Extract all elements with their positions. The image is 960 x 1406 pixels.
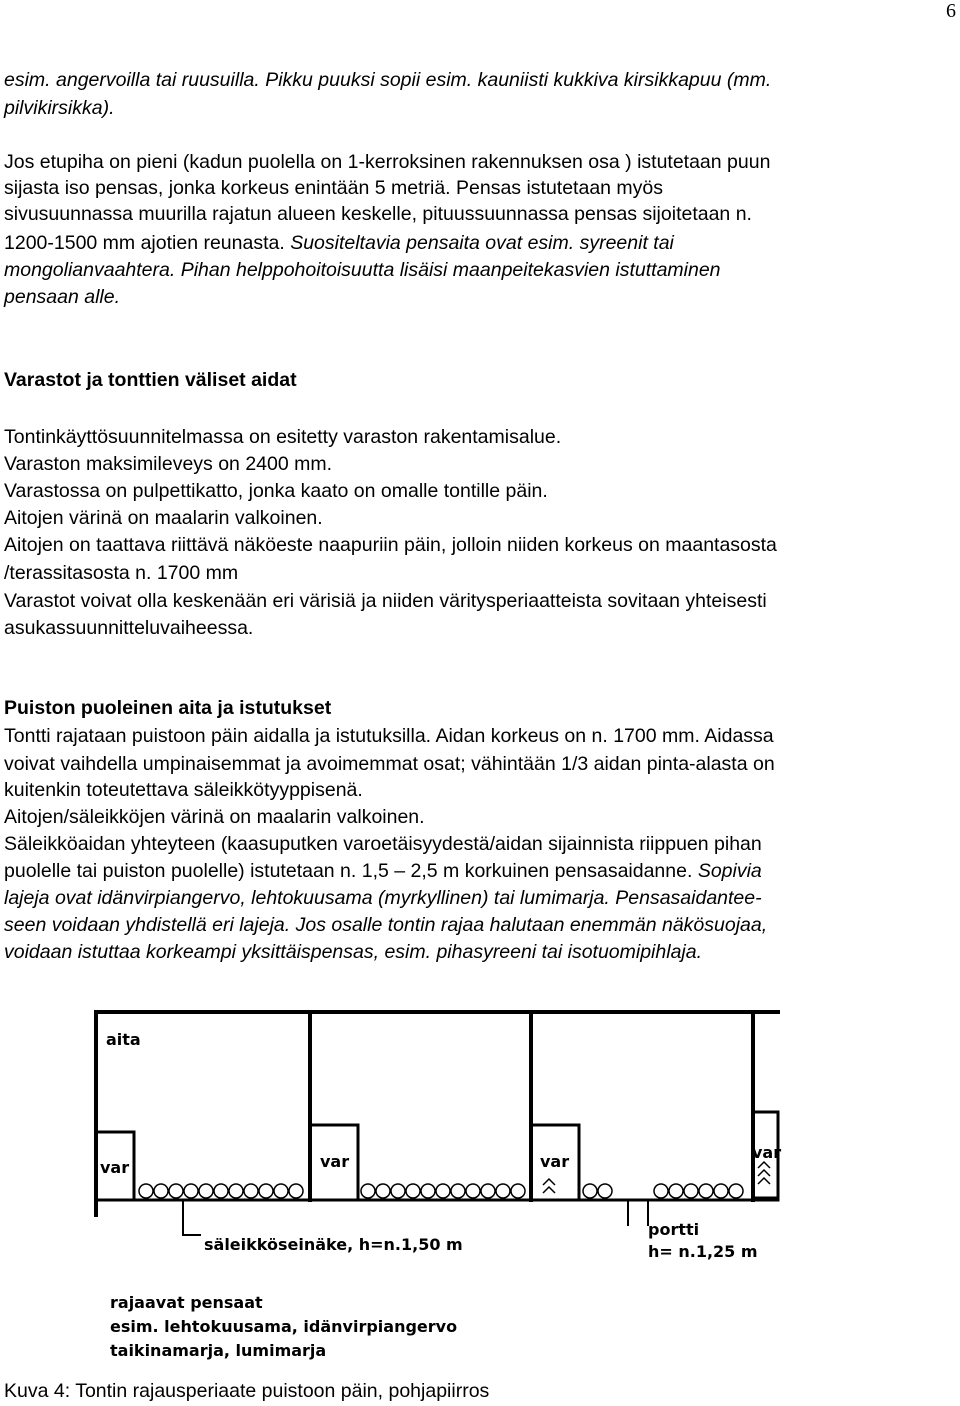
shrub-circle: [406, 1184, 420, 1198]
plan-lines: [96, 1012, 778, 1235]
storage-line: Tontinkäyttösuunnitelmassa on esitetty varaston rakentamisalue.: [4, 426, 562, 448]
park-line-8: seen voidaan yhdistellä eri lajeja. Jos osalle tontin rajaa halutaan enemmän näkösuojaa,: [4, 914, 768, 936]
front-yard-line-3: sivusuunnassa muurilla rajatun alueen keskelle, pituussuunnassa pensas sijoitetaan n.: [4, 203, 752, 225]
storage-line: Varastot voivat olla keskenään eri värisiä ja niiden väritysperiaatteista sovitaan yhteisesti: [4, 590, 767, 612]
park-line-4: Aitojen/säleikköjen värinä on maalarin valkoinen.: [4, 806, 425, 828]
shrub-circle: [139, 1184, 153, 1198]
shrub-circle: [229, 1184, 243, 1198]
shrub-circle: [669, 1184, 683, 1198]
storage-line: Aitojen värinä on maalarin valkoinen.: [4, 507, 323, 529]
storage-label: var: [320, 1152, 350, 1171]
figure-caption: Kuva 4: Tontin rajausperiaate puistoon päin, pohjapiirros: [4, 1380, 490, 1402]
shrub-circle: [699, 1184, 713, 1198]
shrub-circle: [274, 1184, 288, 1198]
storage-line: Aitojen on taattava riittävä näköeste naapuriin päin, jolloin niiden korkeus on maantasosta: [4, 534, 777, 556]
shrub-circle: [169, 1184, 183, 1198]
park-line-1: Tontti rajataan puistoon päin aidalla ja istutuksilla. Aidan korkeus on n. 1700 mm. Aidassa: [4, 725, 774, 747]
shrub-circle: [259, 1184, 273, 1198]
shrub-circle: [199, 1184, 213, 1198]
shrub-circle: [436, 1184, 450, 1198]
intro-line-1: esim. angervoilla tai ruusuilla. Pikku puuksi sopii esim. kauniisti kukkiva kirsikkapuu (mm.: [4, 69, 772, 91]
lattice-leader: [183, 1200, 200, 1235]
front-yard-line-6: pensaan alle.: [4, 286, 121, 308]
park-line-6b: Sopivia: [697, 860, 762, 882]
park-line-2: voivat vaihdella umpinaisemmat ja avoimemmat osat; vähintään 1/3 aidan pinta-alasta on: [4, 753, 775, 775]
fence-label: aita: [106, 1030, 141, 1049]
front-yard-line-2: sijasta iso pensas, jonka korkeus enintään 5 metriä. Pensas istutetaan myös: [4, 177, 664, 199]
storage-label: var: [752, 1143, 782, 1162]
gate-label-1: portti: [648, 1220, 700, 1239]
shrubs-label-2: esim. lehtokuusama, idänvirpiangervo: [110, 1317, 458, 1336]
park-line-9: voidaan istuttaa korkeampi yksittäispensas, esim. pihasyreeni tai isotuomipihlaja.: [4, 941, 703, 963]
shrub-circle: [714, 1184, 728, 1198]
storage-line: asukassuunnitteluvaiheessa.: [4, 617, 254, 639]
park-line-7: lajeja ovat idänvirpiangervo, lehtokuusama (myrkyllinen) tai lumimarja. Pensasaidantee-: [4, 887, 762, 909]
gate-label-2: h= n.1,25 m: [648, 1242, 758, 1261]
shrub-circle: [214, 1184, 228, 1198]
shrub-circle: [154, 1184, 168, 1198]
shrub-circle: [466, 1184, 480, 1198]
front-yard-line-4a: 1200-1500 mm ajotien reunasta.: [4, 232, 291, 254]
storage-line: Varaston maksimileveys on 2400 mm.: [4, 453, 333, 475]
front-yard-line-1: Jos etupiha on pieni (kadun puolella on 1-kerroksinen rakennuksen osa ) istutetaan puun: [4, 151, 771, 173]
park-line-3: kuitenkin toteutettava säleikkötyyppisenä.: [4, 779, 363, 801]
park-heading: Puiston puoleinen aita ja istutukset: [4, 697, 332, 719]
front-yard-line-4: [4, 229, 674, 257]
shrub-circle: [598, 1184, 612, 1198]
shrub-circle: [361, 1184, 375, 1198]
shrub-circle: [244, 1184, 258, 1198]
shrubs-label-3: taikinamarja, lumimarja: [110, 1341, 327, 1360]
shrub-circle: [729, 1184, 743, 1198]
shrub-circle: [481, 1184, 495, 1198]
shrub-circle: [451, 1184, 465, 1198]
shrub-symbol-icon: [543, 1179, 555, 1193]
front-yard-line-5: mongolianvaahtera. Pihan helppohoitoisuutta lisäisi maanpeitekasvien istuttaminen: [4, 259, 721, 281]
storage-heading: Varastot ja tonttien väliset aidat: [4, 369, 297, 391]
lattice-label: säleikköseinäke, h=n.1,50 m: [204, 1235, 463, 1254]
page-number: 6: [946, 0, 956, 22]
shrub-circle: [684, 1184, 698, 1198]
shrub-circle: [583, 1184, 597, 1198]
front-yard-line-4b: Suositeltavia pensaita ovat esim. syreenit tai: [290, 232, 674, 254]
shrub-circle: [496, 1184, 510, 1198]
storage-label: var: [540, 1152, 570, 1171]
site-plan-figure: [88, 1010, 788, 1375]
shrub-circle: [289, 1184, 303, 1198]
shrub-circle: [511, 1184, 525, 1198]
storage-line: /terassitasosta n. 1700 mm: [4, 562, 239, 584]
shrub-circle: [376, 1184, 390, 1198]
intro-line-2: pilvikirsikka).: [4, 97, 115, 119]
shrub-circle: [391, 1184, 405, 1198]
shrub-circle: [184, 1184, 198, 1198]
park-line-6a: puolelle tai puiston puolelle) istutetaan n. 1,5 – 2,5 m korkuinen pensasaidanne.: [4, 860, 698, 882]
storage-label: var: [100, 1158, 130, 1177]
gate-shrub-symbols: [543, 1162, 770, 1193]
shrub-symbol-icon: [758, 1162, 770, 1184]
park-line-6: [4, 857, 762, 885]
storage-line: Varastossa on pulpettikatto, jonka kaato on omalle tontille päin.: [4, 480, 548, 502]
shrubs-label-1: rajaavat pensaat: [110, 1293, 263, 1312]
shrub-circle: [654, 1184, 668, 1198]
shrub-row: [139, 1184, 743, 1198]
shrub-circle: [421, 1184, 435, 1198]
park-line-5: Säleikköaidan yhteyteen (kaasuputken varoetäisyydestä/aidan sijainnista riippuen pihan: [4, 833, 762, 855]
